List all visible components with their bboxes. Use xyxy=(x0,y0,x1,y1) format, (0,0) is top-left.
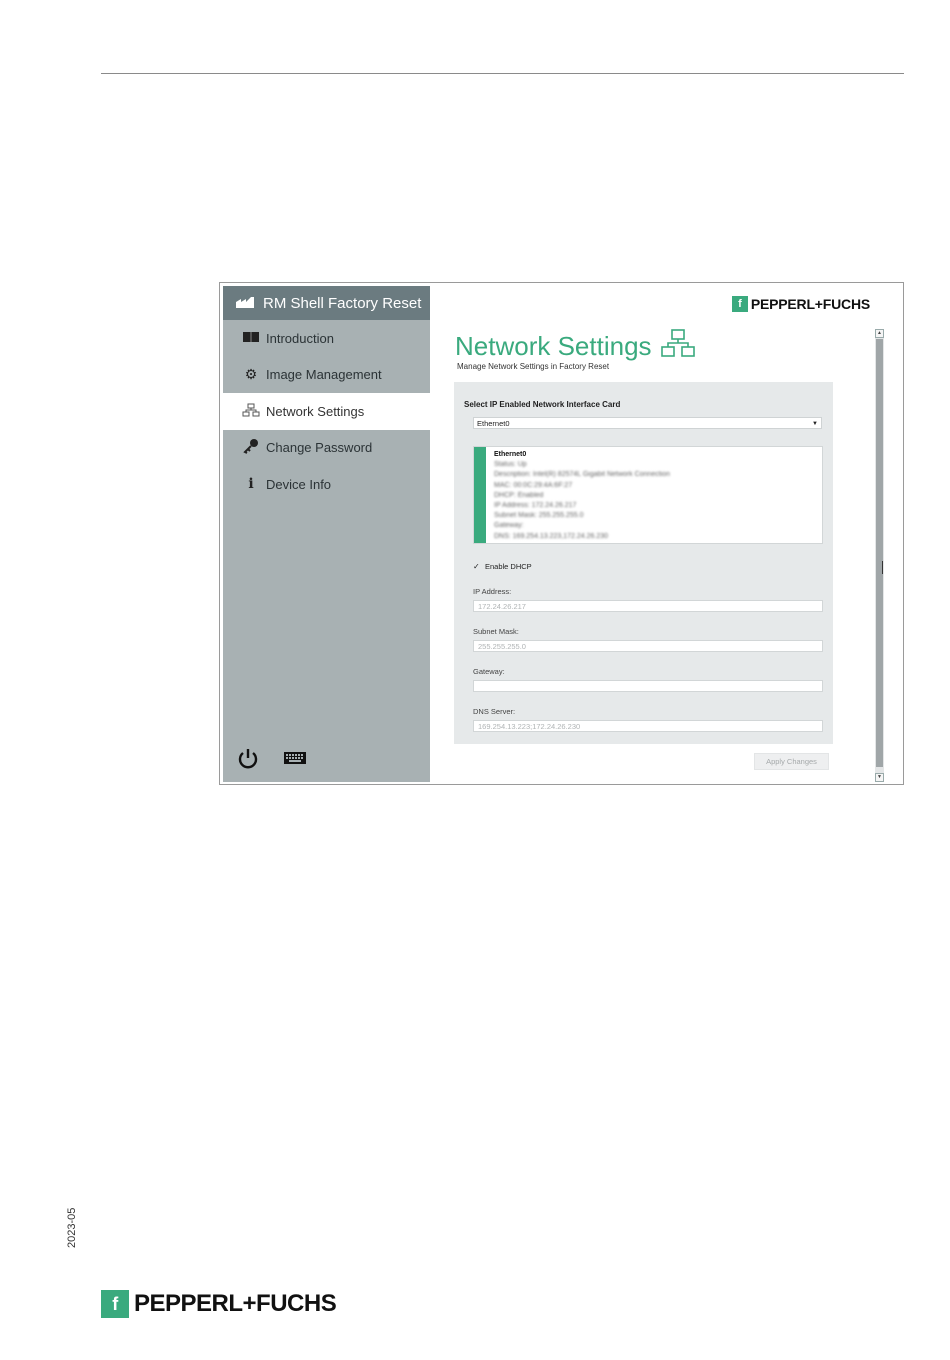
nic-name: Ethernet0 xyxy=(494,451,527,458)
nic-info-line: IP Address: 172.24.26.217 xyxy=(494,502,577,510)
app-title-bar xyxy=(223,286,430,320)
apply-changes-button[interactable]: Apply Changes xyxy=(754,753,829,770)
sidebar-item-label: Device Info xyxy=(266,476,332,492)
factory-reset-screenshot xyxy=(219,282,904,785)
checkmark-icon: ✓ xyxy=(473,562,480,571)
subnet-mask-label: Subnet Mask: xyxy=(473,627,519,636)
nic-select[interactable] xyxy=(473,417,822,429)
gateway-label: Gateway: xyxy=(473,667,505,676)
sidebar-bottom-bar xyxy=(237,747,307,774)
nic-select-label: Select IP Enabled Network Interface Card xyxy=(464,400,621,409)
scroll-down-icon[interactable]: ▼ xyxy=(875,773,884,782)
sidebar-item-image-management[interactable] xyxy=(223,357,430,394)
document-date: 2023-05 xyxy=(66,1207,78,1248)
nic-info-line: Status: Up xyxy=(494,461,527,469)
keyboard-icon[interactable] xyxy=(283,751,307,770)
main-content xyxy=(430,286,902,782)
nic-info-line: Subnet Mask: 255.255.255.0 xyxy=(494,512,584,520)
pf-logo-icon: f xyxy=(101,1290,129,1318)
footer-brand-logo xyxy=(101,1290,336,1318)
sidebar-item-change-password[interactable] xyxy=(223,430,430,467)
footer-brand-name: PEPPERL+FUCHS xyxy=(134,1290,337,1317)
sidebar xyxy=(223,286,430,782)
pf-logo-icon: f xyxy=(732,296,748,312)
page-subtitle: Manage Network Settings in Factory Reset xyxy=(457,362,610,371)
sidebar-item-device-info[interactable] xyxy=(223,466,430,503)
network-icon xyxy=(241,403,261,420)
dhcp-label: Enable DHCP xyxy=(485,562,532,571)
network-icon xyxy=(660,328,696,365)
nic-info-line: MAC: 00:0C:29:4A:6F:27 xyxy=(494,481,573,489)
brand-name: PEPPERL+FUCHS xyxy=(750,296,870,312)
page-title-text: Network Settings xyxy=(455,331,652,361)
sidebar-item-introduction[interactable] xyxy=(223,320,430,357)
top-rule xyxy=(101,73,904,74)
dns-server-field[interactable]: 169.254.13.223;172.24.26.230 xyxy=(473,720,823,732)
nic-info-line: Gateway: xyxy=(494,522,524,530)
app-title: RM Shell Factory Reset xyxy=(263,294,422,312)
sidebar-item-label: Change Password xyxy=(266,440,373,456)
chevron-down-icon: ▼ xyxy=(812,421,818,427)
nic-info-text xyxy=(494,450,670,542)
nic-info-line: DNS: 169.254.13.223,172.24.26.230 xyxy=(494,532,609,540)
factory-icon xyxy=(235,295,257,312)
nic-select-value: Ethernet0 xyxy=(477,419,510,428)
subnet-mask-field[interactable]: 255.255.255.0 xyxy=(473,640,823,652)
nic-status-bar xyxy=(474,447,486,543)
gear-icon: ⚙ xyxy=(244,366,258,383)
scrollbar-thumb[interactable] xyxy=(876,339,883,767)
scroll-up-icon[interactable]: ▲ xyxy=(875,329,884,338)
nic-info-line: DHCP: Enabled xyxy=(494,491,544,499)
info-icon: i xyxy=(248,476,254,493)
ip-address-field[interactable]: 172.24.26.217 xyxy=(473,600,823,612)
key-icon xyxy=(241,438,261,457)
book-icon xyxy=(241,330,261,346)
ip-address-label: IP Address: xyxy=(473,587,512,596)
dhcp-checkbox[interactable] xyxy=(473,562,532,571)
brand-logo xyxy=(732,296,870,312)
resize-handle xyxy=(882,561,883,574)
dns-server-label: DNS Server: xyxy=(473,707,516,716)
gateway-field[interactable] xyxy=(473,680,823,692)
sidebar-item-label: Image Management xyxy=(266,367,382,383)
settings-panel xyxy=(454,382,833,744)
sidebar-item-network-settings[interactable] xyxy=(223,393,430,430)
nic-info-box xyxy=(473,446,823,544)
nic-info-line: Description: Intel(R) 82574L Gigabit Network Connection xyxy=(494,471,670,479)
vertical-scrollbar[interactable] xyxy=(875,329,884,782)
page-title xyxy=(455,328,696,365)
power-icon[interactable] xyxy=(237,747,259,774)
sidebar-item-label: Network Settings xyxy=(266,403,365,419)
sidebar-item-label: Introduction xyxy=(266,330,334,346)
